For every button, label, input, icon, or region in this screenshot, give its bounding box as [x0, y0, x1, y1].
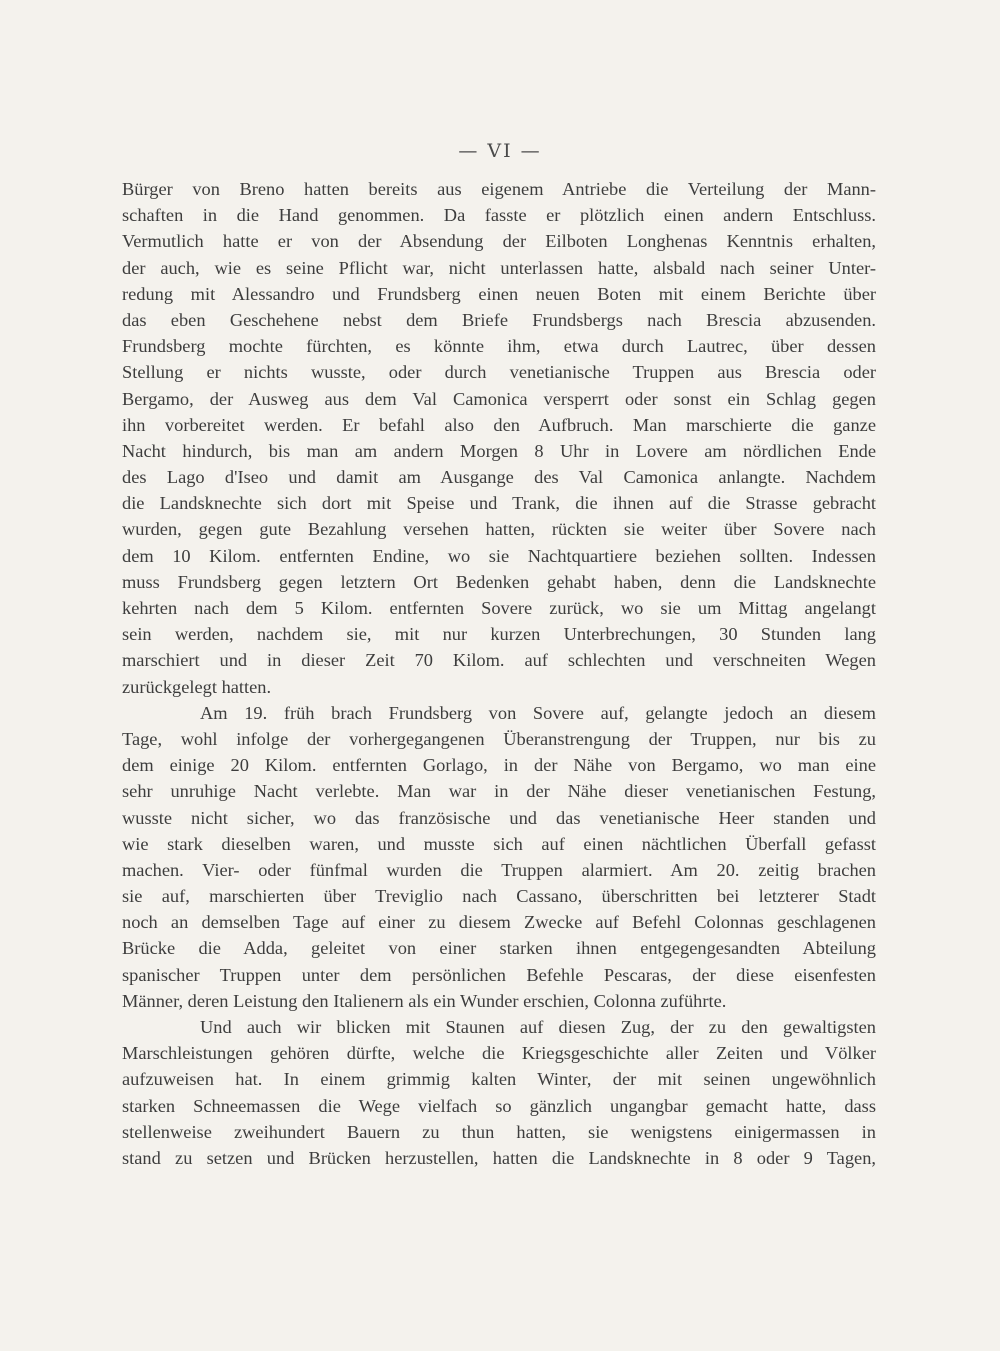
text-line: kehrten nach dem 5 Kilom. entfernten Sovere zurück, wo sie um Mittag angelangt — [122, 598, 876, 618]
text-line: dem einige 20 Kilom. entfernten Gorlago, in der Nähe von Bergamo, wo man eine — [122, 755, 876, 776]
text-line: des Lago d'Iseo und damit am Ausgange des Val Camonica anlangte. Nachdem — [122, 467, 876, 488]
text-line: Tage, wohl infolge der vorhergegangenen Überanstrengung der Truppen, nur bis zu — [122, 728, 876, 749]
text-line: sein werden, nachdem sie, mit nur kurzen Unterbrechungen, 30 Stunden lang — [122, 624, 876, 645]
text-line: Und auch wir blicken mit Staunen auf diesen Zug, der zu den gewaltigsten — [200, 1017, 876, 1037]
text-line: Frundsberg mochte fürchten, es könnte ihm, etwa durch Lautrec, über dessen — [122, 336, 876, 357]
text-line: redung mit Alessandro und Frundsberg einen neuen Boten mit einem Berichte über — [122, 283, 876, 304]
text-line: Brücke die Adda, geleitet von einer starken ihnen entgegengesandten Abteilung — [122, 938, 876, 959]
text-line: der auch, wie es seine Pflicht war, nicht unterlassen hatte, alsbald nach seiner Unter- — [122, 257, 876, 278]
text-line: Vermutlich hatte er von der Absendung der Eilboten Longhenas Kenntnis erhalten, — [122, 231, 876, 252]
text-line: Männer, deren Leistung den Italienern als ein Wunder erschien, Colonna zuführte. — [122, 990, 727, 1011]
text-line: aufzuweisen hat. In einem grimmig kalten Winter, der mit seinen ungewöhnlich — [122, 1069, 876, 1090]
text-line: wie stark dieselben waren, und musste sich auf einen nächtlichen Überfall gefasst — [122, 833, 876, 854]
text-line: schaften in die Hand genommen. Da fasste er plötzlich einen andern Entschluss. — [122, 205, 876, 226]
text-line: Nacht hindurch, bis man am andern Morgen 8 Uhr in Lovere am nördlichen Ende — [122, 440, 876, 461]
text-line: dem 10 Kilom. entfernten Endine, wo sie Nachtquartiere beziehen sollten. Indessen — [122, 545, 876, 566]
text-line: Bürger von Breno hatten bereits aus eigenem Antriebe die Verteilung der Mann- — [122, 179, 876, 199]
text-line: noch an demselben Tage auf einer zu diesem Zwecke auf Befehl Colonnas geschlagenen — [122, 912, 876, 933]
text-line: Am 19. früh brach Frundsberg von Sovere auf, gelangte jedoch an diesem — [200, 702, 876, 723]
text-line: marschiert und in dieser Zeit 70 Kilom. auf schlechten und verschneiten Wegen — [122, 650, 876, 671]
text-line: stand zu setzen und Brücken herzustellen, hatten die Landsknechte in 8 oder 9 Tagen, — [122, 1147, 876, 1168]
text-line: Marschleistungen gehören dürfte, welche die Kriegsgeschichte aller Zeiten und Völker — [122, 1043, 876, 1064]
text-line: ihn vorbereitet werden. Er befahl also den Aufbruch. Man marschierte die ganze — [122, 414, 876, 435]
text-line: das eben Geschehene nebst dem Briefe Frundsbergs nach Brescia abzusenden. — [122, 309, 876, 330]
text-line: wurden, gegen gute Bezahlung versehen hatten, rückten sie weiter über Sovere nach — [122, 519, 876, 540]
text-line: spanischer Truppen unter dem persönlichen Befehle Pescaras, der diese eisenfesten — [122, 964, 876, 985]
text-line: stellenweise zweihundert Bauern zu thun hatten, sie wenigstens einigermassen in — [122, 1121, 876, 1142]
text-line: die Landsknechte sich dort mit Speise und Trank, die ihnen auf die Strasse gebracht — [122, 493, 876, 514]
text-line: wusste nicht sicher, wo das französische und das venetianische Heer standen und — [122, 807, 876, 828]
text-line: Bergamo, der Ausweg aus dem Val Camonica versperrt oder sonst ein Schlag gegen — [122, 388, 876, 409]
body-text — [122, 176, 876, 1171]
text-line: sehr unruhige Nacht verlebte. Man war in der Nähe dieser venetianischen Festung, — [122, 781, 876, 802]
text-line: zurückgelegt hatten. — [122, 676, 272, 697]
page-number: — VI — — [458, 140, 542, 162]
text-line: sie auf, marschierten über Treviglio nach Cassano, überschritten bei letzterer Stadt — [122, 886, 876, 907]
text-line: Stellung er nichts wusste, oder durch venetianische Truppen aus Brescia oder — [122, 362, 876, 383]
text-line: starken Schneemassen die Wege vielfach so gänzlich ungangbar gemacht hatte, dass — [122, 1095, 876, 1116]
text-line: machen. Vier- oder fünfmal wurden die Truppen alarmiert. Am 20. zeitig brachen — [122, 859, 876, 880]
text-line: muss Frundsberg gegen letztern Ort Bedenken gehabt haben, denn die Landsknechte — [122, 571, 876, 592]
